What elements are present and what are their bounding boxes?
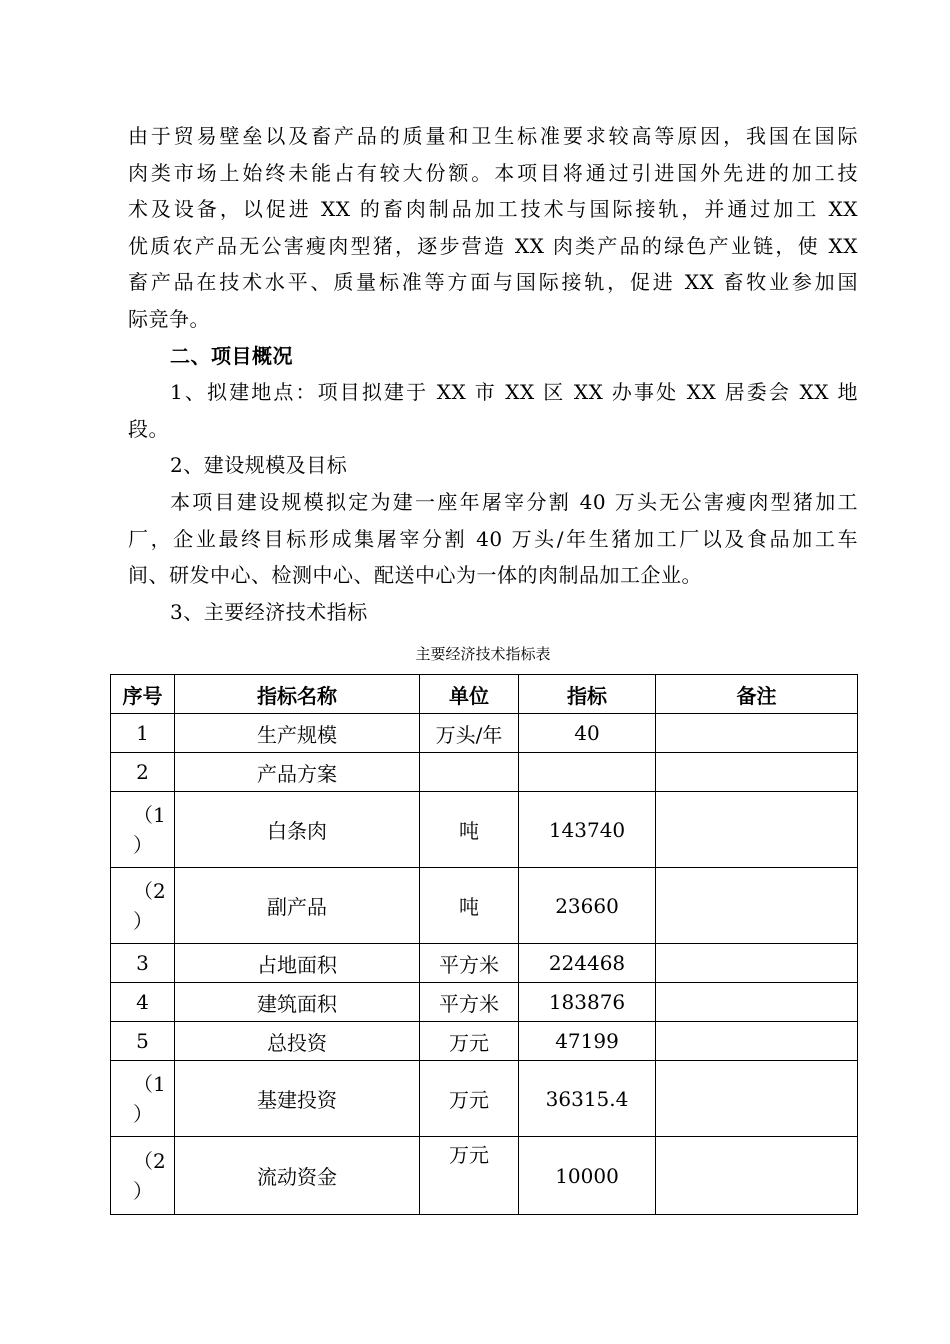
note-cell [656,983,858,1022]
note-cell [656,868,858,944]
value-cell: 143740 [519,792,656,868]
header-cell: 指标名称 [175,675,420,714]
table-row [111,753,858,792]
value-cell: 10000 [519,1137,656,1215]
name-cell: 白条肉 [175,792,420,868]
table-row [111,1061,858,1137]
seq-cell: 1 [111,714,175,753]
note-cell [656,714,858,753]
name-cell: 流动资金 [175,1137,420,1215]
seq-open: （1 [133,802,166,827]
subsection-heading: 3、主要经济技术指标 [170,599,368,624]
header-cell: 序号 [111,675,175,714]
seq-cell [111,868,175,944]
paragraph-line: 肉类市场上始终未能占有较大份额。本项目将通过引进国外先进的加工技 [128,160,858,185]
seq-close: ） [133,1101,153,1126]
paragraph-line: 优质农产品无公害瘦肉型猪，逐步营造 XX 肉类产品的绿色产业链，使 XX [128,233,858,258]
value-cell [519,753,656,792]
note-cell [656,792,858,868]
paragraph-line: 畜产品在技术水平、质量标准等方面与国际接轨，促进 XX 畜牧业参加国 [128,270,858,295]
name-cell: 基建投资 [175,1061,420,1137]
table-row [111,714,858,753]
unit-cell: 平方米 [420,944,519,983]
note-cell [656,1061,858,1137]
unit-cell [420,753,519,792]
table-caption: 主要经济技术指标表 [415,645,551,663]
unit-cell: 万元 [420,1022,519,1061]
value-cell: 47199 [519,1022,656,1061]
seq-open: （2 [133,1148,166,1173]
note-cell [656,1022,858,1061]
seq-cell: 3 [111,944,175,983]
name-cell: 总投资 [175,1022,420,1061]
metrics-table [110,674,858,1215]
paragraph-line: 1、拟建地点：项目拟建于 XX 市 XX 区 XX 办事处 XX 居委会 XX 地 [170,380,858,405]
table-header-row [111,675,858,714]
table-row [111,944,858,983]
unit-cell: 万元 [420,1137,519,1215]
note-cell [656,944,858,983]
seq-cell [111,792,175,868]
name-cell: 生产规模 [175,714,420,753]
value-cell: 224468 [519,944,656,983]
paragraph-line: 本项目建设规模拟定为建一座年屠宰分割 40 万头无公害瘦肉型猪加工 [170,489,858,514]
header-cell: 备注 [656,675,858,714]
paragraph-line: 际竞争。 [128,306,210,331]
unit-cell: 平方米 [420,983,519,1022]
paragraph-line: 术及设备，以促进 XX 的畜肉制品加工技术与国际接轨，并通过加工 XX [128,197,858,222]
table-row [111,983,858,1022]
value-cell: 183876 [519,983,656,1022]
name-cell: 副产品 [175,868,420,944]
body-text [128,118,858,630]
unit-cell: 万元 [420,1061,519,1137]
seq-open: （1 [133,1071,166,1096]
table-row [111,1137,858,1215]
value-cell: 23660 [519,868,656,944]
name-cell: 产品方案 [175,753,420,792]
paragraph-line: 段。 [128,416,169,441]
header-cell: 单位 [420,675,519,714]
section-heading: 二、项目概况 [170,343,293,368]
table-row [111,1022,858,1061]
seq-cell: 4 [111,983,175,1022]
seq-close: ） [133,1178,153,1203]
unit-cell: 吨 [420,792,519,868]
table-row [111,792,858,868]
value-cell: 40 [519,714,656,753]
table-row [111,868,858,944]
seq-open: （2 [133,878,166,903]
seq-cell [111,1061,175,1137]
seq-close: ） [133,832,153,857]
paragraph-line: 厂，企业最终目标形成集屠宰分割 40 万头/年生猪加工厂以及食品加工车 [128,526,858,551]
paragraph-line: 间、研发中心、检测中心、配送中心为一体的肉制品加工企业。 [128,563,702,588]
note-cell [656,1137,858,1215]
seq-cell: 2 [111,753,175,792]
subsection-heading: 2、建设规模及目标 [170,453,348,478]
seq-close: ） [133,908,153,933]
header-cell: 指标 [519,675,656,714]
seq-cell [111,1137,175,1215]
name-cell: 占地面积 [175,944,420,983]
seq-cell: 5 [111,1022,175,1061]
unit-cell: 吨 [420,868,519,944]
paragraph-line: 由于贸易壁垒以及畜产品的质量和卫生标准要求较高等原因，我国在国际 [128,124,858,148]
unit-cell: 万头/年 [420,714,519,753]
value-cell: 36315.4 [519,1061,656,1137]
note-cell [656,753,858,792]
name-cell: 建筑面积 [175,983,420,1022]
